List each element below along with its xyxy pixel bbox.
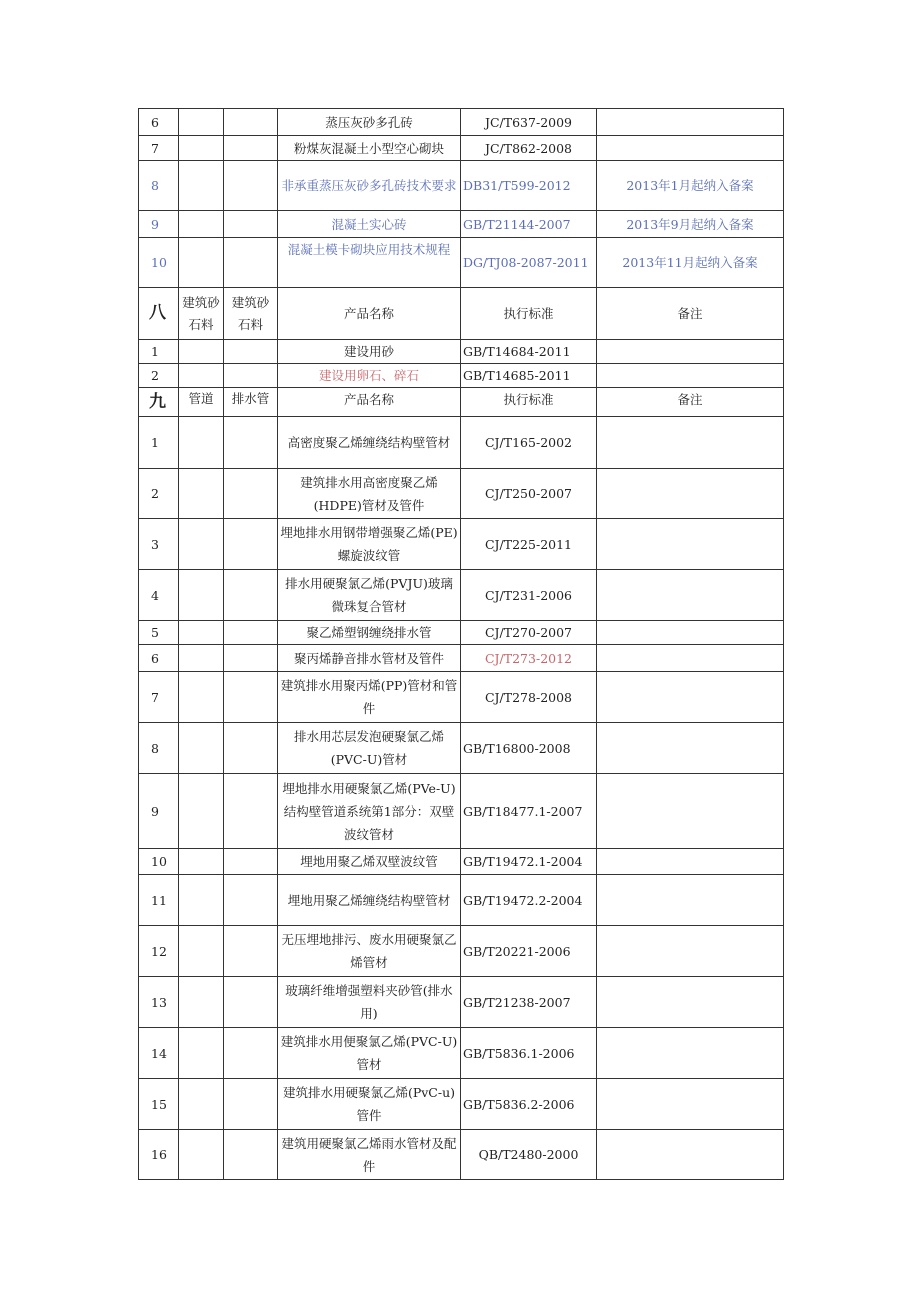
standard-code-cell: GB/T21144-2007 (461, 211, 597, 238)
subcategory-cell (224, 875, 278, 926)
table-row (139, 875, 784, 926)
standard-code-cell: GB/T14684-2011 (461, 340, 597, 364)
category-cell (179, 364, 224, 388)
standard-code-cell: GB/T19472.1-2004 (461, 849, 597, 875)
subcategory-cell (224, 238, 278, 288)
remarks-cell (597, 417, 784, 469)
subcategory-cell (224, 723, 278, 774)
remarks-cell (597, 570, 784, 621)
product-name-cell: 建筑排水用硬聚氯乙烯(PvC-u)管件 (278, 1079, 461, 1130)
product-name-cell: 混凝土实心砖 (278, 211, 461, 238)
subcategory-cell (224, 1130, 278, 1180)
standard-code-cell: CJ/T231-2006 (461, 570, 597, 621)
table-row (139, 364, 784, 388)
table-row (139, 211, 784, 238)
table-row (139, 519, 784, 570)
standard-code-cell: CJ/T165-2002 (461, 417, 597, 469)
remarks-cell (597, 1079, 784, 1130)
row-number-cell: 10 (139, 849, 179, 875)
row-number-cell: 8 (139, 161, 179, 211)
subcategory-cell (224, 364, 278, 388)
category-cell (179, 926, 224, 977)
category-cell (179, 417, 224, 469)
remarks-cell (597, 109, 784, 136)
remarks-cell (597, 926, 784, 977)
column-header-product-name: 产品名称 (278, 288, 461, 340)
subcategory-label: 建筑砂石料 (224, 288, 278, 340)
product-name-cell: 聚丙烯静音排水管材及管件 (278, 645, 461, 672)
remarks-cell (597, 672, 784, 723)
remarks-cell (597, 1028, 784, 1079)
category-cell (179, 875, 224, 926)
section-number: 九 (139, 388, 179, 417)
table-row (139, 238, 784, 288)
subcategory-cell (224, 161, 278, 211)
subcategory-label: 排水管 (224, 388, 278, 417)
remarks-cell (597, 364, 784, 388)
category-cell (179, 977, 224, 1028)
category-cell (179, 136, 224, 161)
row-number-cell: 3 (139, 519, 179, 570)
standard-code-cell: JC/T637-2009 (461, 109, 597, 136)
standards-table (138, 108, 784, 1180)
product-name-cell: 无压埋地排污、废水用硬聚氯乙烯管材 (278, 926, 461, 977)
subcategory-cell (224, 774, 278, 849)
category-cell (179, 1028, 224, 1079)
subcategory-cell (224, 1028, 278, 1079)
product-name-cell: 蒸压灰砂多孔砖 (278, 109, 461, 136)
product-name-cell: 非承重蒸压灰砂多孔砖技术要求 (278, 161, 461, 211)
subcategory-cell (224, 849, 278, 875)
table-row (139, 109, 784, 136)
subcategory-cell (224, 672, 278, 723)
remarks-cell (597, 519, 784, 570)
subcategory-cell (224, 977, 278, 1028)
row-number-cell: 11 (139, 875, 179, 926)
table-row (139, 723, 784, 774)
table-row (139, 1028, 784, 1079)
row-number-cell: 5 (139, 621, 179, 645)
standard-code-cell: GB/T14685-2011 (461, 364, 597, 388)
row-number-cell: 1 (139, 340, 179, 364)
product-name-cell: 高密度聚乙烯缠绕结构壁管材 (278, 417, 461, 469)
standard-code-cell: GB/T5836.1-2006 (461, 1028, 597, 1079)
section-number: 八 (139, 288, 179, 340)
table-row (139, 417, 784, 469)
subcategory-cell (224, 136, 278, 161)
category-cell (179, 340, 224, 364)
standard-code-cell: GB/T19472.2-2004 (461, 875, 597, 926)
subcategory-cell (224, 519, 278, 570)
standard-code-cell: CJ/T270-2007 (461, 621, 597, 645)
table-row (139, 672, 784, 723)
standard-code-cell: GB/T5836.2-2006 (461, 1079, 597, 1130)
subcategory-cell (224, 109, 278, 136)
category-label: 管道 (179, 388, 224, 417)
remarks-cell (597, 977, 784, 1028)
category-cell (179, 469, 224, 519)
row-number-cell: 7 (139, 672, 179, 723)
remarks-cell (597, 645, 784, 672)
product-name-cell: 建筑排水用聚丙烯(PP)管材和管件 (278, 672, 461, 723)
subcategory-cell (224, 926, 278, 977)
category-cell (179, 570, 224, 621)
product-name-cell: 混凝土模卡砌块应用技术规程 (278, 238, 461, 288)
standard-code-cell: GB/T18477.1-2007 (461, 774, 597, 849)
table-row (139, 926, 784, 977)
standard-code-cell: GB/T21238-2007 (461, 977, 597, 1028)
subcategory-cell (224, 469, 278, 519)
row-number-cell: 2 (139, 469, 179, 519)
table-row (139, 340, 784, 364)
section-header-row (139, 388, 784, 417)
subcategory-cell (224, 340, 278, 364)
standard-code-cell: JC/T862-2008 (461, 136, 597, 161)
subcategory-cell (224, 621, 278, 645)
category-cell (179, 1130, 224, 1180)
product-name-cell: 建筑排水用高密度聚乙烯(HDPE)管材及管件 (278, 469, 461, 519)
product-name-cell: 埋地排水用硬聚氯乙烯(PVe-U)结构壁管道系统第1部分：双壁波纹管材 (278, 774, 461, 849)
remarks-cell: 2013年11月起纳入备案 (597, 238, 784, 288)
standard-code-cell: GB/T20221-2006 (461, 926, 597, 977)
product-name-cell: 排水用硬聚氯乙烯(PVJU)玻璃微珠复合管材 (278, 570, 461, 621)
category-cell (179, 238, 224, 288)
row-number-cell: 10 (139, 238, 179, 288)
table-row (139, 977, 784, 1028)
row-number-cell: 16 (139, 1130, 179, 1180)
standard-code-cell: DB31/T599-2012 (461, 161, 597, 211)
remarks-cell (597, 340, 784, 364)
row-number-cell: 6 (139, 109, 179, 136)
column-header-remarks: 备注 (597, 388, 784, 417)
row-number-cell: 6 (139, 645, 179, 672)
row-number-cell: 13 (139, 977, 179, 1028)
standard-code-cell: CJ/T278-2008 (461, 672, 597, 723)
table-row (139, 1079, 784, 1130)
product-name-cell: 埋地排水用钢带增强聚乙烯(PE)螺旋波纹管 (278, 519, 461, 570)
subcategory-cell (224, 570, 278, 621)
row-number-cell: 1 (139, 417, 179, 469)
remarks-cell (597, 723, 784, 774)
category-cell (179, 621, 224, 645)
category-cell (179, 519, 224, 570)
row-number-cell: 9 (139, 211, 179, 238)
product-name-cell: 埋地用聚乙烯缠绕结构壁管材 (278, 875, 461, 926)
subcategory-cell (224, 645, 278, 672)
category-cell (179, 211, 224, 238)
table-row (139, 469, 784, 519)
column-header-product-name: 产品名称 (278, 388, 461, 417)
row-number-cell: 2 (139, 364, 179, 388)
remarks-cell (597, 1130, 784, 1180)
category-cell (179, 672, 224, 723)
table-row (139, 849, 784, 875)
category-cell (179, 645, 224, 672)
category-label: 建筑砂石料 (179, 288, 224, 340)
table-row (139, 621, 784, 645)
table-row (139, 570, 784, 621)
category-cell (179, 774, 224, 849)
standard-code-cell: CJ/T273-2012 (461, 645, 597, 672)
product-name-cell: 埋地用聚乙烯双壁波纹管 (278, 849, 461, 875)
standard-code-cell: DG/TJ08-2087-2011 (461, 238, 597, 288)
remarks-cell: 2013年1月起纳入备案 (597, 161, 784, 211)
product-name-cell: 粉煤灰混凝土小型空心砌块 (278, 136, 461, 161)
row-number-cell: 12 (139, 926, 179, 977)
category-cell (179, 723, 224, 774)
row-number-cell: 4 (139, 570, 179, 621)
category-cell (179, 109, 224, 136)
column-header-remarks: 备注 (597, 288, 784, 340)
remarks-cell (597, 621, 784, 645)
product-name-cell: 建设用砂 (278, 340, 461, 364)
category-cell (179, 161, 224, 211)
table-row (139, 645, 784, 672)
remarks-cell (597, 849, 784, 875)
row-number-cell: 8 (139, 723, 179, 774)
row-number-cell: 9 (139, 774, 179, 849)
product-name-cell: 玻璃纤维增强塑料夹砂管(排水用) (278, 977, 461, 1028)
standard-code-cell: CJ/T250-2007 (461, 469, 597, 519)
standard-code-cell: QB/T2480-2000 (461, 1130, 597, 1180)
table-row (139, 774, 784, 849)
remarks-cell (597, 875, 784, 926)
subcategory-cell (224, 1079, 278, 1130)
category-cell (179, 1079, 224, 1130)
subcategory-cell (224, 211, 278, 238)
remarks-cell: 2013年9月起纳入备案 (597, 211, 784, 238)
category-cell (179, 849, 224, 875)
product-name-cell: 排水用芯层发泡硬聚氯乙烯(PVC-U)管材 (278, 723, 461, 774)
column-header-standard: 执行标准 (461, 288, 597, 340)
standard-code-cell: GB/T16800-2008 (461, 723, 597, 774)
remarks-cell (597, 469, 784, 519)
standard-code-cell: CJ/T225-2011 (461, 519, 597, 570)
product-name-cell: 聚乙烯塑钢缠绕排水管 (278, 621, 461, 645)
table-row (139, 136, 784, 161)
remarks-cell (597, 774, 784, 849)
subcategory-cell (224, 417, 278, 469)
table-row (139, 1130, 784, 1180)
product-name-cell: 建设用卵石、碎石 (278, 364, 461, 388)
column-header-standard: 执行标准 (461, 388, 597, 417)
row-number-cell: 15 (139, 1079, 179, 1130)
product-name-cell: 建筑排水用便聚氯乙烯(PVC-U)管材 (278, 1028, 461, 1079)
row-number-cell: 14 (139, 1028, 179, 1079)
row-number-cell: 7 (139, 136, 179, 161)
section-header-row (139, 288, 784, 340)
table-row (139, 161, 784, 211)
remarks-cell (597, 136, 784, 161)
product-name-cell: 建筑用硬聚氯乙烯雨水管材及配件 (278, 1130, 461, 1180)
